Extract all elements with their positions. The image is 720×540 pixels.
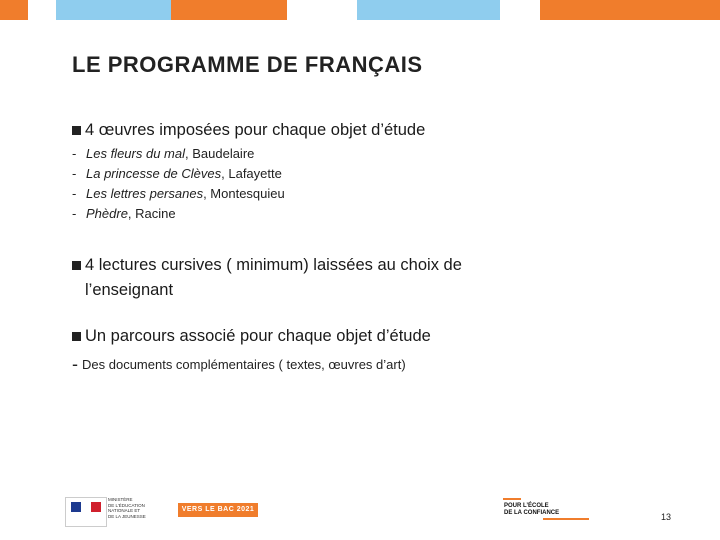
square-bullet-icon: [72, 126, 81, 135]
bullet-cursive-readings: [72, 253, 492, 303]
ecole-confiance-logo: POUR L’ÉCOLE DE LA CONFIANCE: [503, 498, 589, 524]
vers-le-bac-badge: VERS LE BAC 2021: [178, 503, 258, 517]
work-item: - Phèdre, Racine: [72, 206, 176, 221]
square-bullet-icon: [72, 332, 81, 341]
bullet-works-text: 4 œuvres imposées pour chaque objet d’étude: [85, 121, 426, 139]
work-item: - Les fleurs du mal, Baudelaire: [72, 146, 255, 161]
logo-orange-line: [503, 498, 521, 500]
bullet-parcours-text: Un parcours associé pour chaque objet d’étude: [85, 327, 431, 345]
work-author: , Baudelaire: [185, 146, 255, 161]
logo-orange-line: [543, 518, 589, 520]
top-bar-blue-1: [56, 0, 171, 20]
work-title: Les lettres persanes: [86, 186, 204, 201]
work-title: La princesse de Clèves: [86, 166, 222, 181]
top-bar-blue-2: [357, 0, 500, 20]
page-number: 13: [661, 512, 672, 522]
documents-line: - Des documents complémentaires ( textes, œuvres d’art): [72, 354, 406, 374]
work-item: - Les lettres persanes, Montesquieu: [72, 186, 285, 201]
republique-francaise-logo: [65, 497, 107, 527]
top-bar-orange-2: [171, 0, 287, 20]
bullet-works: [72, 121, 425, 140]
top-bar-orange-1: [0, 0, 28, 20]
work-title: Les fleurs du mal: [86, 146, 185, 161]
slide-title: LE PROGRAMME DE FRANÇAIS: [72, 52, 423, 77]
ministry-logo-text: MINISTÈRE DE L’ÉDUCATION NATIONALE ET DE LA JEUNESSE: [108, 497, 146, 519]
work-item: - La princesse de Clèves, Lafayette: [72, 166, 282, 181]
work-author: , Montesquieu: [203, 186, 285, 201]
bullet-parcours: [72, 327, 431, 346]
work-author: , Lafayette: [221, 166, 282, 181]
documents-text: Des documents complémentaires ( textes, œuvres d’art): [82, 357, 406, 372]
work-author: , Racine: [127, 206, 176, 221]
work-title: Phèdre: [86, 206, 128, 221]
bullet-cursive-text: 4 lectures cursives ( minimum) laissées au choix de l’enseignant: [85, 256, 462, 299]
top-bar-orange-3: [540, 0, 720, 20]
flag-icon: [71, 502, 101, 512]
square-bullet-icon: [72, 261, 81, 270]
